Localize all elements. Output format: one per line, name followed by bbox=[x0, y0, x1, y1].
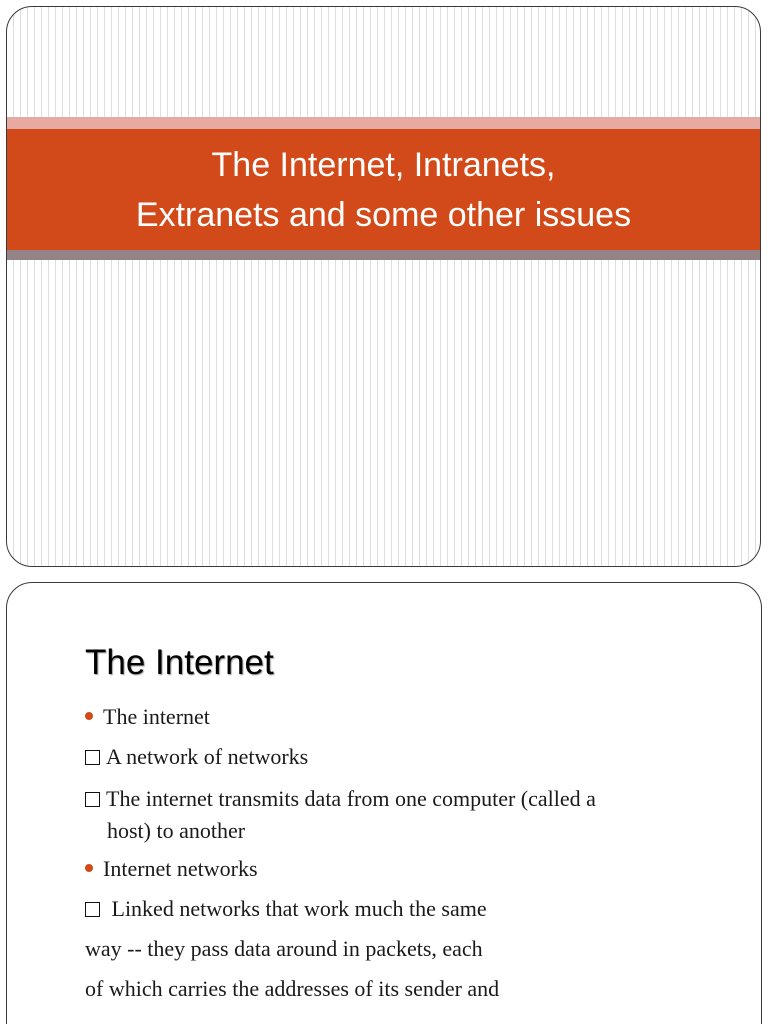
bullet-text: Linked networks that work much the same bbox=[106, 896, 487, 921]
sub-bullet-item bbox=[85, 743, 725, 783]
title-band bbox=[7, 129, 760, 250]
checkbox-bullet-icon bbox=[85, 902, 100, 917]
slide-title-line-2: Extranets and some other issues bbox=[135, 195, 632, 234]
bullet-text: The internet bbox=[103, 704, 210, 729]
bullet-text: The internet transmits data from one computer (called a bbox=[106, 786, 596, 811]
paragraph-line bbox=[85, 935, 725, 975]
checkbox-bullet-icon bbox=[85, 750, 100, 765]
slide-body bbox=[85, 703, 725, 1015]
sub-bullet-item bbox=[85, 783, 725, 855]
slide-heading: The Internet bbox=[85, 643, 274, 682]
title-band-bottom-stripe bbox=[7, 250, 760, 260]
bullet-item bbox=[85, 855, 725, 895]
bullet-item bbox=[85, 703, 725, 743]
paragraph-text: way -- they pass data around in packets, each bbox=[85, 936, 483, 961]
title-band-top-stripe bbox=[7, 117, 760, 129]
bullet-dot-icon bbox=[85, 712, 93, 720]
title-slide bbox=[6, 6, 761, 567]
checkbox-bullet-icon bbox=[85, 792, 100, 807]
slide-title-line-1: The Internet, Intranets, bbox=[211, 145, 556, 184]
bullet-text: Internet networks bbox=[103, 856, 258, 881]
bullet-text: A network of networks bbox=[106, 744, 309, 769]
content-slide bbox=[6, 582, 762, 1024]
paragraph-text: of which carries the addresses of its sender and bbox=[85, 976, 500, 1001]
sub-bullet-item bbox=[85, 895, 725, 935]
bullet-dot-icon bbox=[85, 864, 93, 872]
paragraph-line bbox=[85, 975, 725, 1015]
bullet-text-continuation: host) to another bbox=[107, 818, 246, 843]
